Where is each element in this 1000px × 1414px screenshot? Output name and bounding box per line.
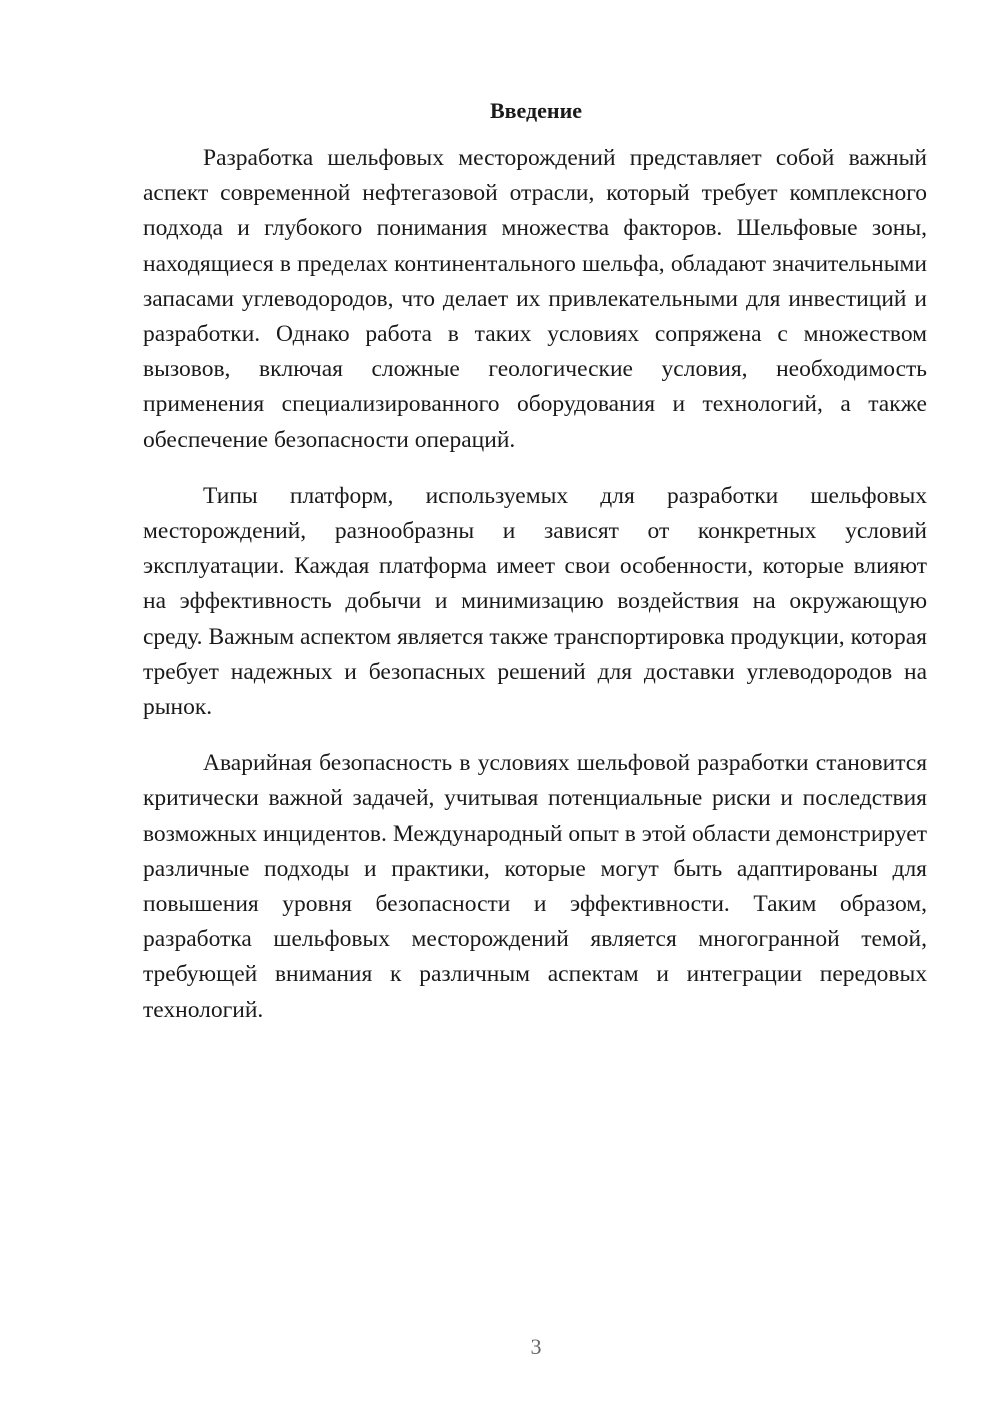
paragraph-3: Аварийная безопасность в условиях шельфовой разработки становится критически важной задачей, учитывая потенциальные риски и последствия возможных инцидентов. Международный опыт в этой области демонстрирует различные подходы и практики, которые могут быть адаптированы для повышения уровня безопасности и эффективности. Таким образом, разработка шельфовых месторождений является многогранной темой, требующей внимания к различным аспектам и интеграции передовых технологий. [143, 750, 927, 1023]
paragraph-2: Типы платформ, используемых для разработки шельфовых месторождений, разнообразны и зависят от конкретных условий эксплуатации. Каждая платформа имеет свои особенности, которые влияют на эффективность добычи и минимизацию воздействия на окружающую среду. Важным аспектом является также транспортировка продукции, которая требует надежных и безопасных решений для доставки углеводородов на рынок. [143, 482, 927, 721]
page-number: 3 [530, 1334, 542, 1359]
body-text [143, 141, 927, 1049]
section-heading: Введение [489, 98, 583, 123]
paragraph-1: Разработка шельфовых месторождений представляет собой важный аспект современной нефтегазовой отрасли, который требует комплексного подхода и глубокого понимания множества факторов. Шельфовые зоны, находящиеся в пределах континентального шельфа, обладают значительными запасами углеводородов, что делает их привлекательными для инвестиций и разработки. Однако работа в таких условиях сопряжена с множеством вызовов, включая сложные геологические условия, необходимость применения специализированного оборудования и технологий, а также обеспечение безопасности операций. [143, 145, 927, 453]
